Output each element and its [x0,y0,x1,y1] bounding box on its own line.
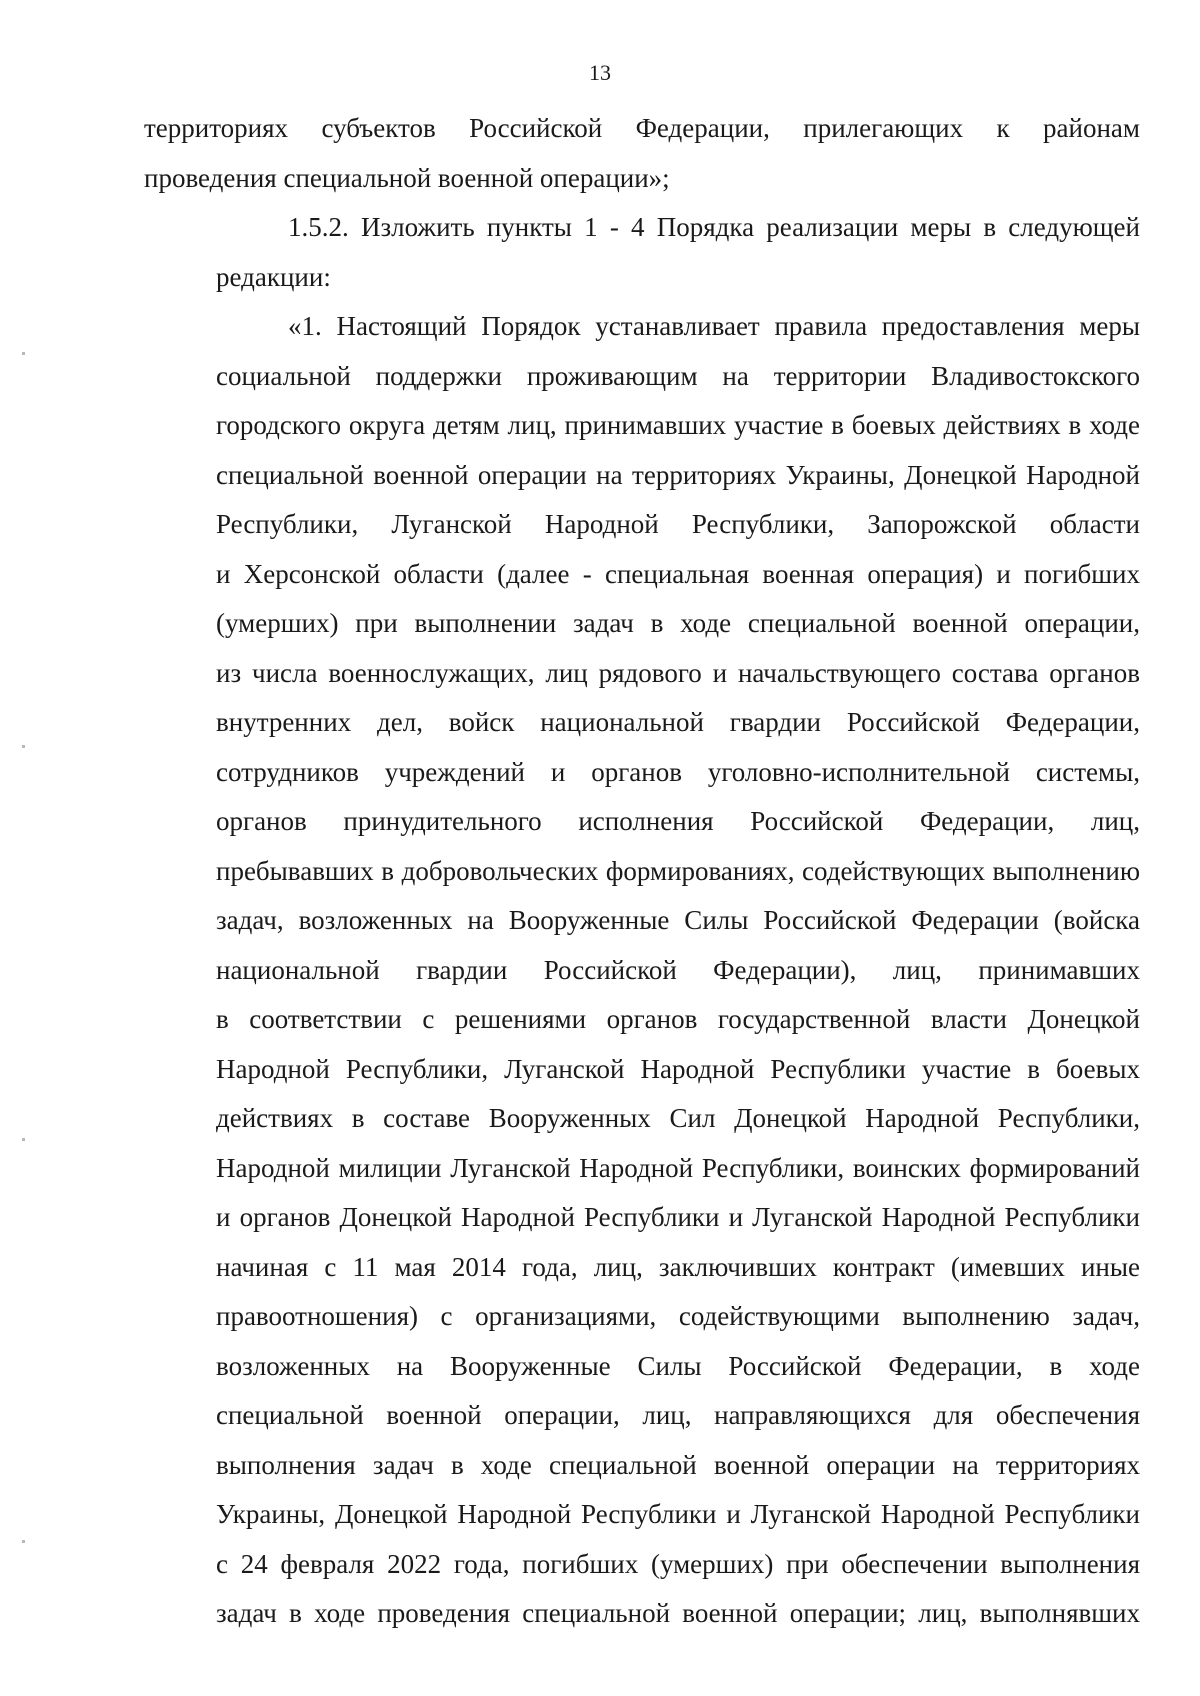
text-line: и органов Донецкой Народной Республики и Луганской Народной Республики [216,1202,1140,1232]
margin-scan-mark [22,352,25,355]
text-line: (умерших) при выполнении задач в ходе специальной военной операции, [216,608,1140,638]
text-line: внутренних дел, войск национальной гвардии Российской Федерации, [216,707,1140,737]
text-line: специальной военной операции на территориях Украины, Донецкой Народной [216,459,1140,490]
text-line: Народной Республики, Луганской Народной Республики участие в боевых [216,1053,1140,1084]
text-line: пребывавших в добровольческих формированиях, содействующих выполнению [216,855,1140,886]
text-line: и Херсонской области (далее - специальная военная операция) и погибших [216,558,1140,589]
text-line: 1.5.2. Изложить пункты 1 - 4 Порядка реализации меры в следующей [288,212,1140,242]
text-line: сотрудников учреждений и органов уголовно-исполнительной системы, [216,756,1140,787]
text-line: с 24 февраля 2022 года, погибших (умерших) при обеспечении выполнения [216,1548,1140,1579]
text-line: Украины, Донецкой Народной Республики и Луганской Народной Республики [216,1499,1140,1529]
text-line: действиях в составе Вооруженных Сил Донецкой Народной Республики, [216,1103,1140,1133]
text-line: задач, возложенных на Вооруженные Силы Российской Федерации (войска [216,905,1140,935]
document-body [144,104,1140,1639]
text-line: органов принудительного исполнения Российской Федерации, лиц, [216,806,1140,836]
text-line: правоотношения) с организациями, содействующими выполнению задач, [216,1301,1140,1331]
text-line: Республики, Луганской Народной Республики, Запорожской области [216,509,1140,539]
margin-scan-mark [22,745,25,748]
text-line: проведения специальной военной операции»; [144,162,670,193]
text-line: задач в ходе проведения специальной военной операции; лиц, выполнявших [216,1598,1140,1628]
margin-scan-mark [22,1138,25,1141]
paragraph-p1 [144,104,1140,203]
paragraph-p2 [144,203,1140,302]
text-line: социальной поддержки проживающим на территории Владивостокского [216,360,1140,391]
text-line: Народной милиции Луганской Народной Республики, воинских формирований [216,1152,1140,1183]
text-line: в соответствии с решениями органов государственной власти Донецкой [216,1004,1140,1034]
text-line: выполнения задач в ходе специальной военной операции на территориях [216,1449,1140,1480]
page-number: 13 [589,60,611,85]
text-line: национальной гвардии Российской Федерации), лиц, принимавших [216,954,1140,985]
text-line: специальной военной операции, лиц, направляющихся для обеспечения [216,1400,1140,1430]
text-line: начиная с 11 мая 2014 года, лиц, заключивших контракт (имевших иные [216,1251,1140,1282]
text-line: возложенных на Вооруженные Силы Российской Федерации, в ходе [216,1350,1140,1381]
text-line: «1. Настоящий Порядок устанавливает правила предоставления меры [288,311,1140,341]
paragraph-p3 [144,302,1140,1639]
margin-scan-mark [22,1540,25,1543]
text-line: из числа военнослужащих, лиц рядового и начальствующего состава органов [216,657,1140,688]
text-line: городского округа детям лиц, принимавших участие в боевых действиях в ходе [216,410,1140,440]
text-line: редакции: [216,261,331,292]
text-line: территориях субъектов Российской Федерации, прилегающих к районам [144,113,1140,143]
